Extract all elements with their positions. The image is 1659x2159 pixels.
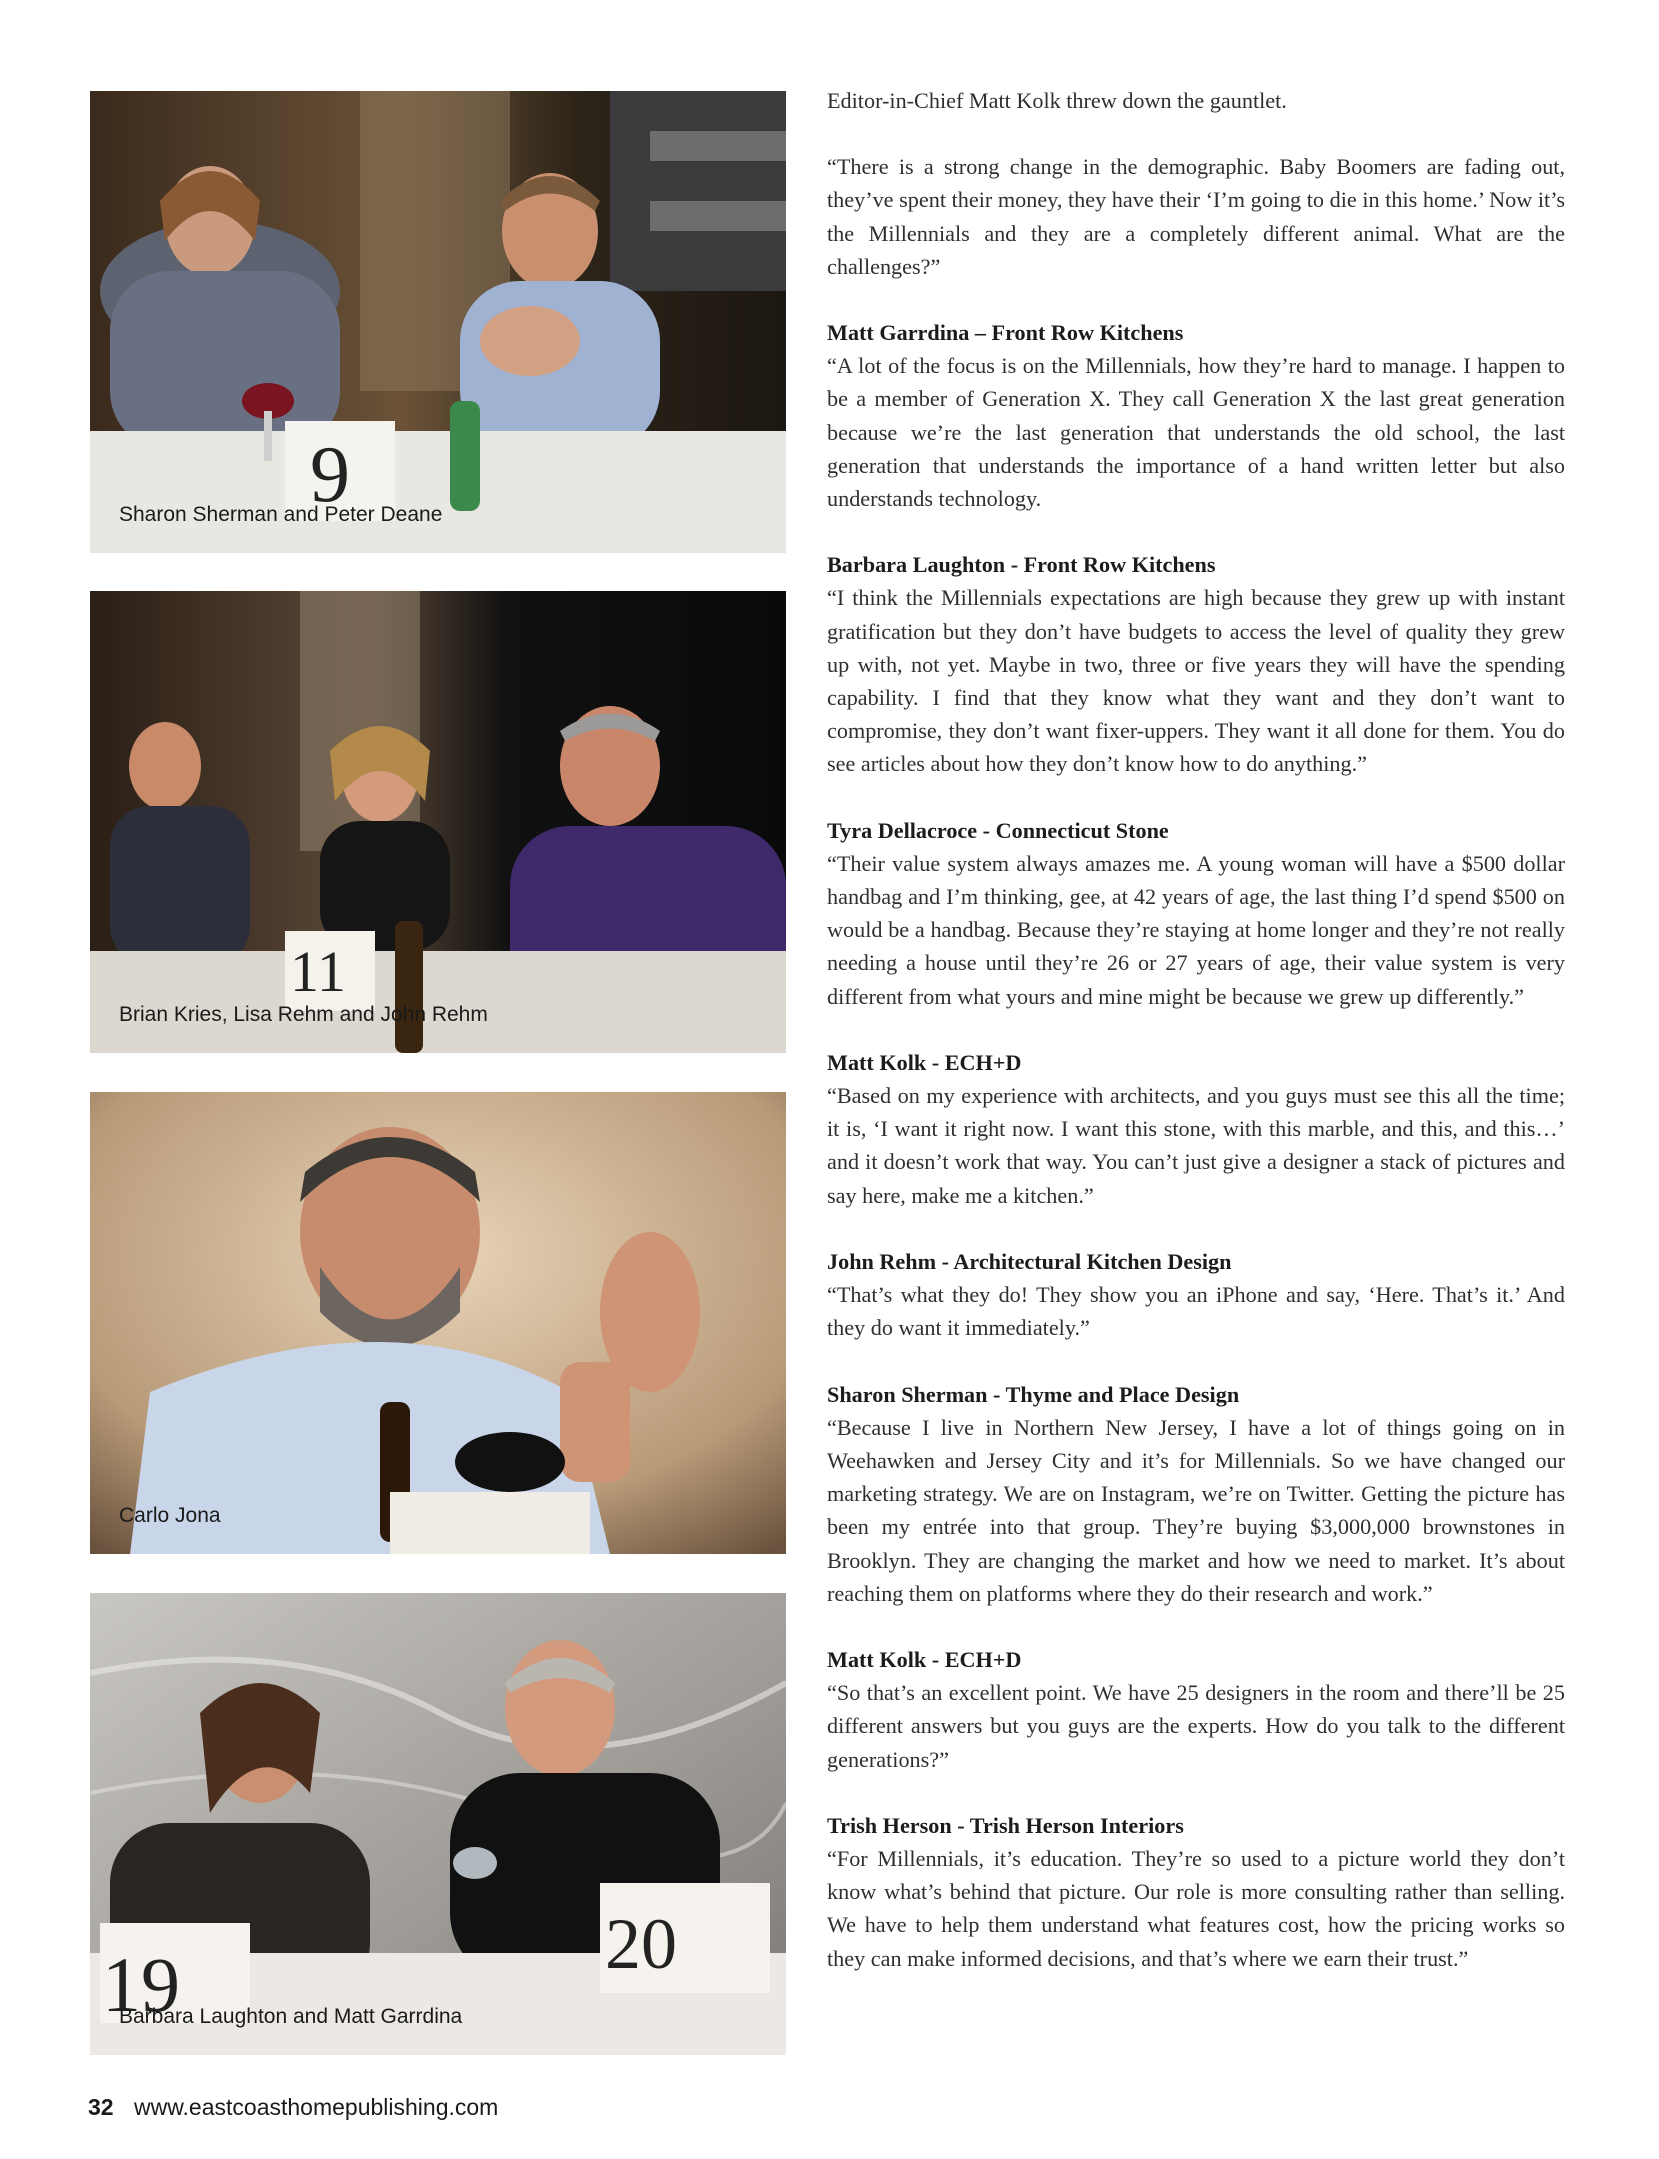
table-number-20: 20 — [605, 1904, 677, 1984]
section-matt-kolk-2 — [827, 1643, 1565, 1776]
photo-caption: Barbara Laughton and Matt Garrdina — [119, 2005, 463, 2028]
quote-text: “Based on my experience with architects, and you guys must see this all the time; it is, ‘I want it right now. I want this stone, with this marble, and this, and this…’ and it doesn’t work that way. You can’t just give a designer a stack of pictures and say here, make me a kitchen.” — [827, 1083, 1565, 1208]
table-number-19: 19 — [102, 1941, 180, 2028]
speaker-name: Tyra Dellacroce - Connecticut Stone — [827, 817, 1169, 843]
article-question: “There is a strong change in the demographic. Baby Boomers are fading out, they’ve spent their money, they have their ‘I’m going to die in this home.’ Now it’s the Millennials and they are a completely different animal. What are the challenges?” — [827, 154, 1565, 279]
article-body — [827, 84, 1565, 2008]
speaker-name: Matt Kolk - ECH+D — [827, 1646, 1022, 1672]
quote-text: “Because I live in Northern New Jersey, I have a lot of things going on in Weehawken and Jersey City and it’s for Millennials. So we have changed our marketing strategy. We are on Instagram, we’re on Twitter. Getting the picture has been my entrée into that group. They’re buying $3,000,000 brownstones in Brooklyn. They are changing the market and how we need to market. It’s about reaching them on platforms where they do their research and work.” — [827, 1414, 1565, 1606]
page-number: 32 — [88, 2094, 114, 2120]
photo-illustration — [90, 91, 786, 553]
speaker-name: Sharon Sherman - Thyme and Place Design — [827, 1381, 1240, 1407]
quote-text: “Their value system always amazes me. A young woman will have a $500 dollar handbag and I’m thinking, gee, at 42 years of age, the last thing I’d spend $500 on would be a handbag. Because they’re staying at home longer and they’re not really needing a house until they’re 26 or 27 years of age, their value system is very different from what yours and mine might be because we grew up differently.” — [827, 850, 1565, 1009]
speaker-name: Matt Kolk - ECH+D — [827, 1049, 1022, 1075]
section-matt-garrdina — [827, 316, 1565, 515]
quote-text: “That’s what they do! They show you an iPhone and say, ‘Here. That’s it.’ And they do want it immediately.” — [827, 1282, 1565, 1341]
section-tyra-dellacroce — [827, 814, 1565, 1013]
speaker-name: Matt Garrdina – Front Row Kitchens — [827, 320, 1184, 346]
photo-kries-rehm — [90, 591, 786, 1053]
section-trish-herson — [827, 1809, 1565, 1975]
section-barbara-laughton — [827, 548, 1565, 780]
photo-caption: Brian Kries, Lisa Rehm and John Rehm — [119, 1003, 488, 1026]
photo-caption: Sharon Sherman and Peter Deane — [119, 503, 443, 526]
section-matt-kolk-1 — [827, 1046, 1565, 1212]
photo-laughton-garrdina — [90, 1593, 786, 2055]
page-footer — [88, 2094, 498, 2121]
quote-text: “For Millennials, it’s education. They’re so used to a picture world they don’t know what’s behind that picture. Our role is more consulting rather than selling. We have to help them understand what features cost, how the pricing works so they can make informed decisions, and that’s where we earn their trust.” — [827, 1845, 1565, 1971]
photo-illustration — [90, 591, 786, 1053]
photo-illustration — [90, 1593, 786, 2055]
quote-text: “So that’s an excellent point. We have 25 designers in the room and there’ll be 25 different answers but you guys are the experts. How do you talk to the different generations?” — [827, 1680, 1565, 1772]
photo-sharon-peter — [90, 91, 786, 553]
section-john-rehm — [827, 1245, 1565, 1345]
quote-text: “A lot of the focus is on the Millennials, how they’re hard to manage. I happen to be a member of Generation X. They call Generation X the last great generation because we’re the last generation that understands the old school, the last generation that understands the importance of a hand written letter but also understands technology. — [827, 353, 1565, 512]
photo-illustration — [90, 1092, 786, 1554]
website-url[interactable]: www.eastcoasthomepublishing.com — [133, 2094, 499, 2120]
speaker-name: Barbara Laughton - Front Row Kitchens — [827, 552, 1216, 578]
table-number-9: 9 — [310, 431, 350, 519]
article-intro: Editor-in-Chief Matt Kolk threw down the gauntlet. — [827, 88, 1287, 113]
table-number-11: 11 — [290, 939, 346, 1004]
photo-caption: Carlo Jona — [119, 1504, 221, 1527]
speaker-name: Trish Herson - Trish Herson Interiors — [827, 1812, 1184, 1838]
quote-text: “I think the Millennials expectations are high because they grew up with instant gratification but they don’t have budgets to access the level of quality they grew up with, not yet. Maybe in two, three or five years they will have the spending capability. I find that they know what they want and they don’t want to compromise, they don’t want fixer-uppers. They want it all done for them. You do see articles about how they don’t know how to do anything.” — [827, 585, 1565, 777]
section-sharon-sherman — [827, 1378, 1565, 1610]
photo-carlo-jona — [90, 1092, 786, 1554]
speaker-name: John Rehm - Architectural Kitchen Design — [827, 1248, 1232, 1274]
